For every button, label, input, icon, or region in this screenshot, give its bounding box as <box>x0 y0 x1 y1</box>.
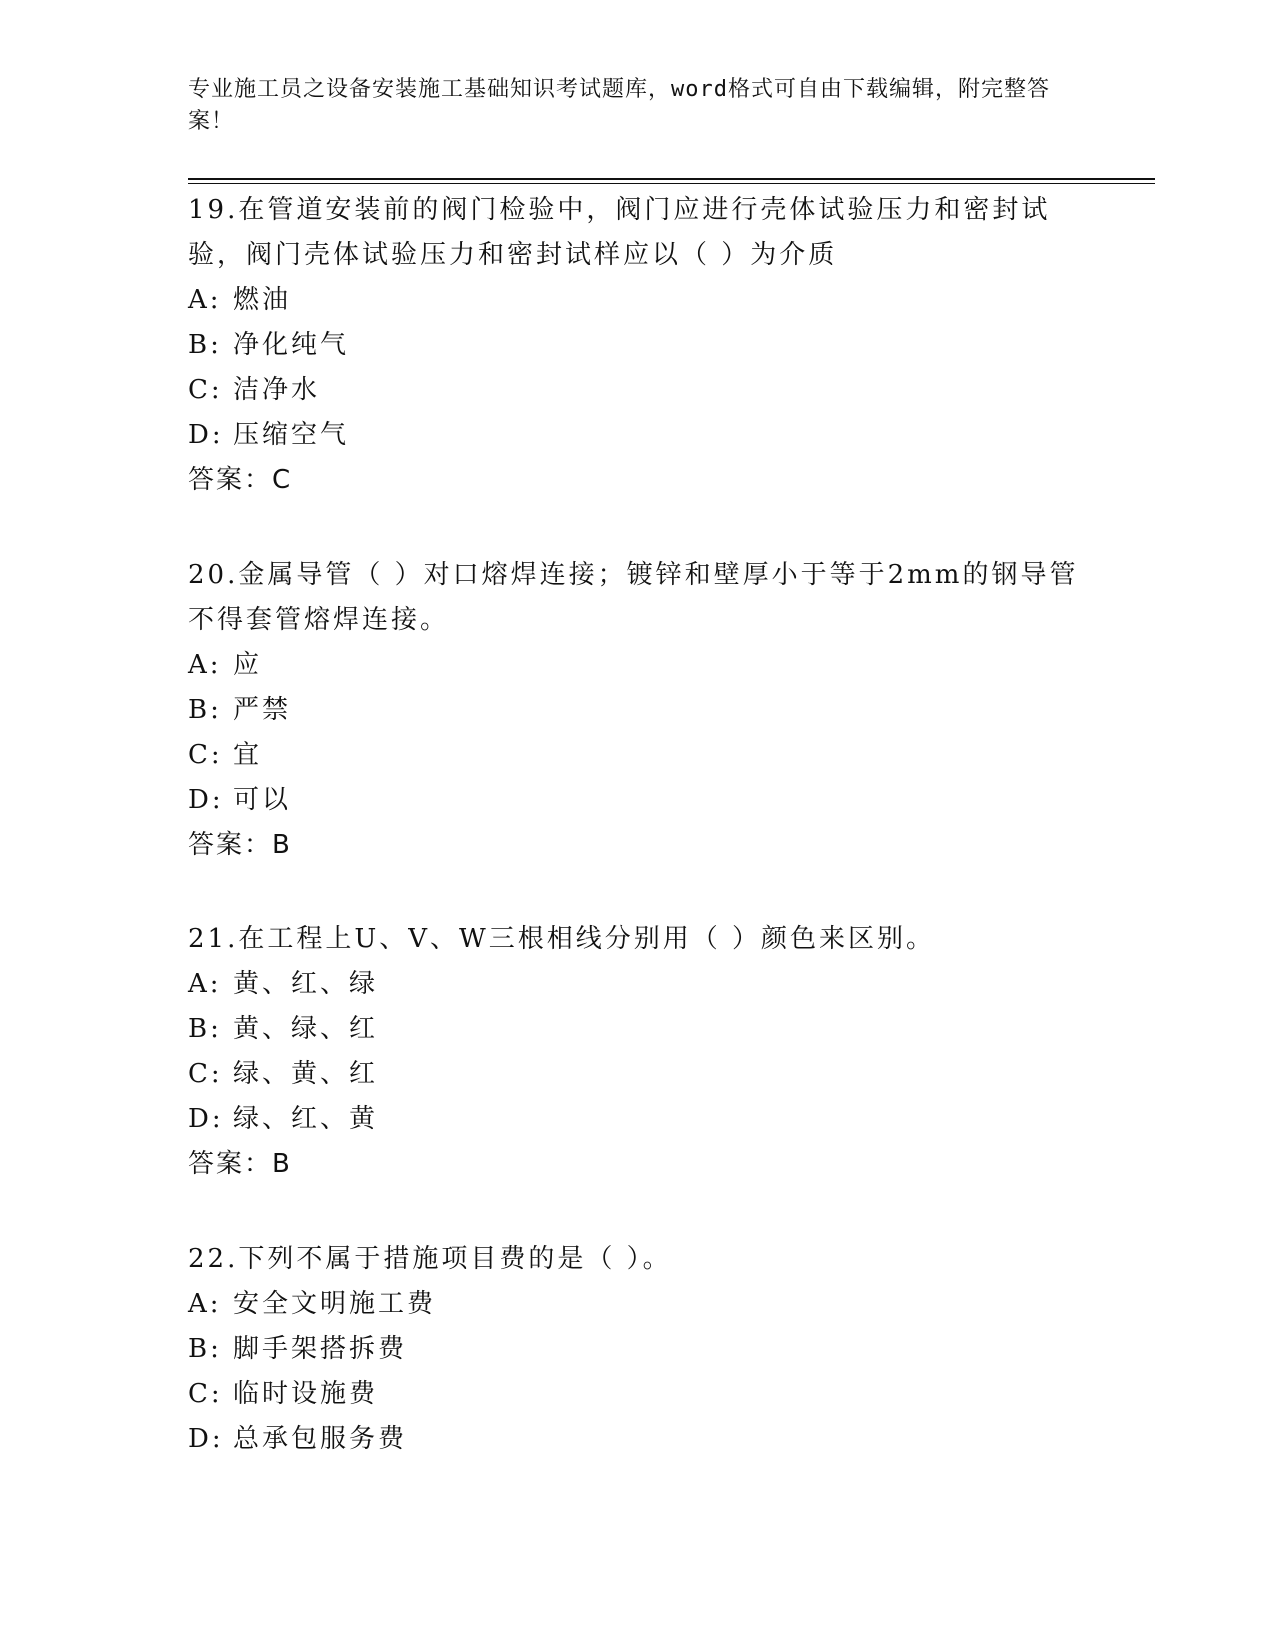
option-c <box>188 368 1088 413</box>
option-c <box>188 733 1088 778</box>
question-22 <box>188 1237 1088 1462</box>
option-text: 绿、红、黄 <box>233 1104 379 1134</box>
option-text: 可以 <box>233 785 292 815</box>
option-key: B: <box>188 695 222 725</box>
option-key: C: <box>188 1379 223 1409</box>
option-text: 总承包服务费 <box>233 1424 408 1454</box>
option-key: C: <box>188 740 223 770</box>
question-stem: 21.在工程上U、V、W三根相线分别用（ ）颜色来区别。 <box>188 924 936 954</box>
option-b <box>188 1327 1088 1372</box>
option-a <box>188 643 1088 688</box>
option-key: A: <box>188 650 222 680</box>
option-key: D: <box>188 420 224 450</box>
option-a <box>188 1282 1088 1327</box>
option-key: D: <box>188 1104 224 1134</box>
answer-text: 答案：C <box>188 465 293 495</box>
option-key: B: <box>188 1334 222 1364</box>
question-stem: 20.金属导管（ ）对口熔焊连接；镀锌和壁厚小于等于2mm的钢导管不得套管熔焊连接。 <box>188 560 1079 635</box>
option-key: D: <box>188 1424 224 1454</box>
option-text: 临时设施费 <box>233 1379 379 1409</box>
option-text: 洁净水 <box>233 375 321 405</box>
option-text: 绿、黄、红 <box>233 1059 379 1089</box>
option-a <box>188 962 1088 1007</box>
question-stem: 19.在管道安装前的阀门检验中，阀门应进行壳体试验压力和密封试验，阀门壳体试验压力和密封试样应以（ ）为介质 <box>188 195 1051 270</box>
option-b <box>188 323 1088 368</box>
option-c <box>188 1052 1088 1097</box>
option-a <box>188 278 1088 323</box>
question-21 <box>188 917 1088 1187</box>
option-key: A: <box>188 1289 222 1319</box>
option-d <box>188 1417 1088 1462</box>
option-key: A: <box>188 969 222 999</box>
option-text: 燃油 <box>233 285 292 315</box>
option-key: A: <box>188 285 222 315</box>
header-divider-thin <box>188 183 1155 184</box>
question-20 <box>188 553 1088 868</box>
option-d <box>188 1097 1088 1142</box>
answer-text: 答案：B <box>188 1149 292 1179</box>
option-b <box>188 1007 1088 1052</box>
option-key: B: <box>188 1014 222 1044</box>
option-text: 严禁 <box>233 695 292 725</box>
question-19 <box>188 188 1088 503</box>
question-stem: 22.下列不属于措施项目费的是（ ）。 <box>188 1244 672 1274</box>
option-c <box>188 1372 1088 1417</box>
option-key: B: <box>188 330 222 360</box>
option-key: D: <box>188 785 224 815</box>
header-divider-thick <box>188 178 1155 180</box>
option-text: 黄、绿、红 <box>233 1014 379 1044</box>
option-d <box>188 413 1088 458</box>
option-text: 压缩空气 <box>233 420 350 450</box>
option-text: 黄、红、绿 <box>233 969 379 999</box>
option-b <box>188 688 1088 733</box>
option-text: 净化纯气 <box>233 330 350 360</box>
answer-text: 答案：B <box>188 830 292 860</box>
option-text: 安全文明施工费 <box>233 1289 437 1319</box>
document-header: 专业施工员之设备安装施工基础知识考试题库，word格式可自由下载编辑，附完整答案！ <box>188 77 1050 134</box>
option-text: 应 <box>233 650 263 680</box>
option-key: C: <box>188 1059 223 1089</box>
option-d <box>188 778 1088 823</box>
option-text: 脚手架搭拆费 <box>233 1334 408 1364</box>
option-key: C: <box>188 375 223 405</box>
option-text: 宜 <box>233 740 263 770</box>
